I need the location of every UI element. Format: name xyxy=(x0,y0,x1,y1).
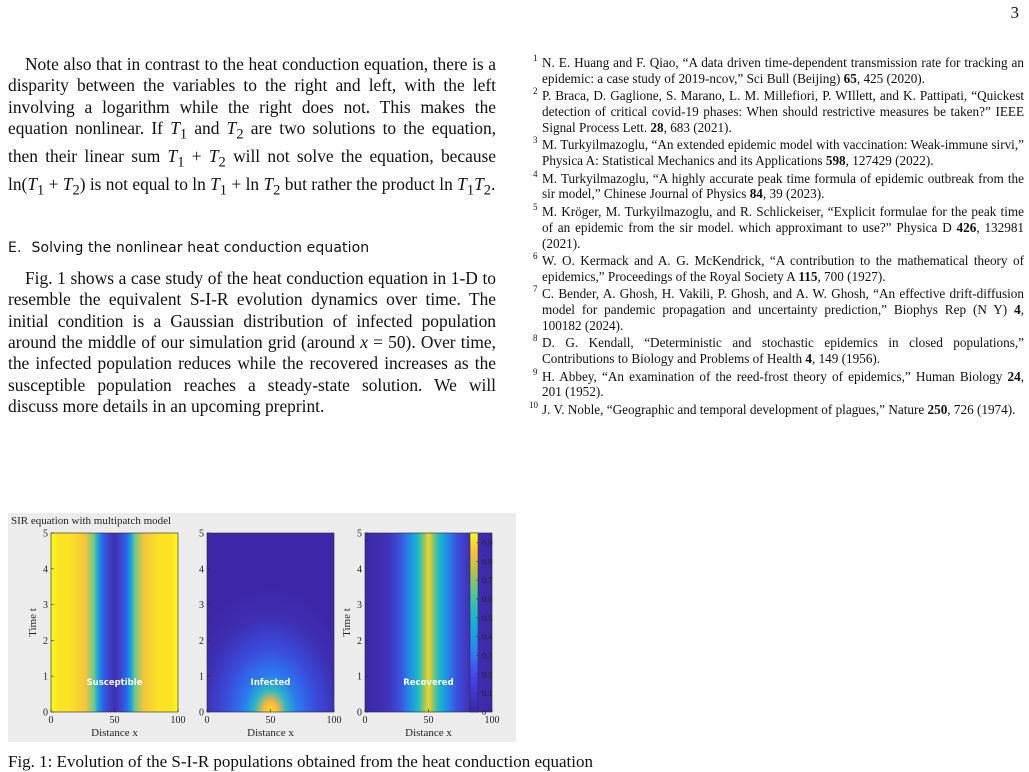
references-column xyxy=(529,53,1025,419)
colorbar-tick-label: 0.3 xyxy=(482,650,493,661)
reference-number: 8 xyxy=(533,333,538,344)
y-tick-label: 2 xyxy=(43,635,48,647)
reference-7: 7 C. Bender, A. Ghosh, H. Vakili, P. Ghosh, and A. W. Ghosh, “An effective drift-diffusion model for pandemic propagation and uncertainty prediction,” Biophys Rep (N Y) 4, 100182 (2024). xyxy=(533,284,1024,333)
colorbar-tick-label: 0.2 xyxy=(482,669,493,680)
y-tick-label: 4 xyxy=(357,564,362,576)
y-tick-label: 1 xyxy=(199,671,204,683)
x-tick-label: 50 xyxy=(109,715,120,726)
x-tick-label: 100 xyxy=(484,715,500,726)
colorbar-tick-label: 0.5 xyxy=(482,612,493,623)
y-tick-label: 5 xyxy=(43,528,48,540)
figure-sir-heatmaps xyxy=(8,513,516,742)
colorbar-tick-label: 0.6 xyxy=(482,593,493,604)
y-tick-label: 5 xyxy=(199,528,204,540)
section-letter: E. xyxy=(8,239,22,256)
y-tick-label: 5 xyxy=(357,528,362,540)
y-tick-label: 1 xyxy=(43,671,48,683)
colorbar-tick-label: 0 xyxy=(482,707,487,717)
reference-3: 3 M. Turkyilmazoglu, “An extended epidemic model with vaccination: Weak-immune sirvi,” Physica A: Statistical Mechanics and its Applications 598, 127429 (2022). xyxy=(533,135,1024,169)
page-number: 3 xyxy=(1010,3,1019,22)
reference-2: 2 P. Braca, D. Gaglione, S. Marano, L. M. Millefiori, P. WIllett, and K. Pattipati, “Quickest detection of critical covid-19 phases: When should restrictive measures be taken?” IEEE Signal Process Lett. 28, 683 (2021). xyxy=(533,86,1024,135)
reference-4: 4 M. Turkyilmazoglu, “A highly accurate peak time formula of epidemic outbreak from the sir model,” Chinese Journal of Physics 84, 39 (2023). xyxy=(533,168,1024,202)
reference-number: 4 xyxy=(533,168,538,179)
colorbar xyxy=(470,533,478,712)
x-tick-label: 100 xyxy=(170,715,186,726)
reference-number: 1 xyxy=(533,53,538,63)
x-tick-label: 0 xyxy=(48,715,54,726)
y-axis-label: Time t xyxy=(341,608,353,637)
reference-1: 1 N. E. Huang and F. Qiao, “A data driven time-dependent transmission rate for tracking an epidemic: a case study of 2019-ncov,” Sci Bull (Beijing) 65, 425 (2020). xyxy=(533,53,1024,86)
colorbar-tick-label: 0.9 xyxy=(482,537,493,548)
panel-label: Infected xyxy=(250,678,291,688)
colorbar-tick-label: 0.4 xyxy=(482,631,493,642)
reference-number: 7 xyxy=(533,284,538,295)
y-tick-label: 2 xyxy=(357,635,362,647)
x-tick-label: 50 xyxy=(423,715,434,726)
left-column xyxy=(8,54,496,418)
y-tick-label: 0 xyxy=(199,707,204,719)
y-axis-label: Time t xyxy=(27,608,39,637)
x-tick-label: 50 xyxy=(265,715,276,726)
heatmap-chart xyxy=(8,513,516,742)
paragraph-case-study: Fig. 1 shows a case study of the heat conduction equation in 1-D to resemble the equivalent S-I-R evolution dynamics over time. The initial condition is a Gaussian distribution of infected population around the middle of our simulation grid (around x = 50). Over time, the infected population reduces while the recovered increases as the susceptible population reaches a steady-state solution. We will discuss more details in an upcoming preprint. xyxy=(8,267,497,417)
reference-number: 2 xyxy=(533,86,538,97)
x-tick-label: 100 xyxy=(326,715,342,726)
section-title: Solving the nonlinear heat conduction equation xyxy=(31,239,370,256)
x-axis-label: Distance x xyxy=(91,727,138,739)
colorbar-tick-label: 0.7 xyxy=(482,575,493,586)
figure-caption-cut: Fig. 1: Evolution of the S-I-R populations obtained from the heat conduction equation xyxy=(8,752,593,771)
section-heading xyxy=(8,240,496,268)
y-tick-label: 0 xyxy=(357,707,362,719)
colorbar-tick-label: 0.1 xyxy=(482,688,493,699)
panel-label: Recovered xyxy=(403,678,454,688)
reference-number: 3 xyxy=(533,135,538,146)
y-tick-label: 2 xyxy=(199,635,204,647)
y-tick-label: 0 xyxy=(43,707,48,719)
reference-number: 9 xyxy=(533,366,538,377)
panel-label: Susceptible xyxy=(86,678,143,688)
x-axis-label: Distance x xyxy=(405,727,452,739)
reference-9: 9 H. Abbey, “An examination of the reed-frost theory of epidemics,” Human Biology 24, 201 (1952). xyxy=(533,366,1024,400)
x-tick-label: 0 xyxy=(204,715,210,726)
x-tick-label: 0 xyxy=(362,715,368,726)
y-tick-label: 4 xyxy=(199,564,204,576)
y-tick-label: 3 xyxy=(199,600,204,612)
reference-10: 10 J. V. Noble, “Geographic and temporal development of plagues,” Nature 250, 726 (1974). xyxy=(529,399,1016,417)
reference-number: 5 xyxy=(533,201,538,212)
y-tick-label: 4 xyxy=(43,564,48,576)
reference-5: 5 M. Kröger, M. Turkyilmazoglu, and R. Schlickeiser, “Explicit formulae for the peak time of an epidemic from the sir model. which approximant to use?” Physica D 426, 132981 (2021). xyxy=(533,201,1025,251)
reference-6: 6 W. O. Kermack and A. G. McKendrick, “A contribution to the mathematical theory of epidemics,” Proceedings of the Royal Society A 115, 700 (1927). xyxy=(533,251,1024,284)
y-tick-label: 1 xyxy=(357,671,362,683)
y-tick-label: 3 xyxy=(43,600,48,612)
paragraph-nonlinearity: Note also that in contrast to the heat conduction equation, there is a disparity between the variables to the right and left, with the left involving a logarithm while the right does not. This makes the equation nonlinear. If $T_1$ and $T_2$ are two solutions to the equation, then their linear sum $T_1 + T_2$ will not solve the equation, because $\ln(T_1 + T_2)$ is not equal to $\ln T_1 + \ln T_2$ but rather the product $\ln T_1T_2$. xyxy=(8,54,497,199)
figure-title: SIR equation with multipatch model xyxy=(11,515,172,527)
reference-number: 10 xyxy=(529,399,538,410)
colorbar-tick-label: 0.8 xyxy=(482,556,493,567)
x-axis-label: Distance x xyxy=(247,727,294,739)
reference-number: 6 xyxy=(533,251,538,261)
reference-8: 8 D. G. Kendall, “Deterministic and stochastic epidemics in closed populations,” Contributions to Biology and Problems of Health 4, 149 (1956). xyxy=(533,333,1024,367)
y-tick-label: 3 xyxy=(357,600,362,612)
